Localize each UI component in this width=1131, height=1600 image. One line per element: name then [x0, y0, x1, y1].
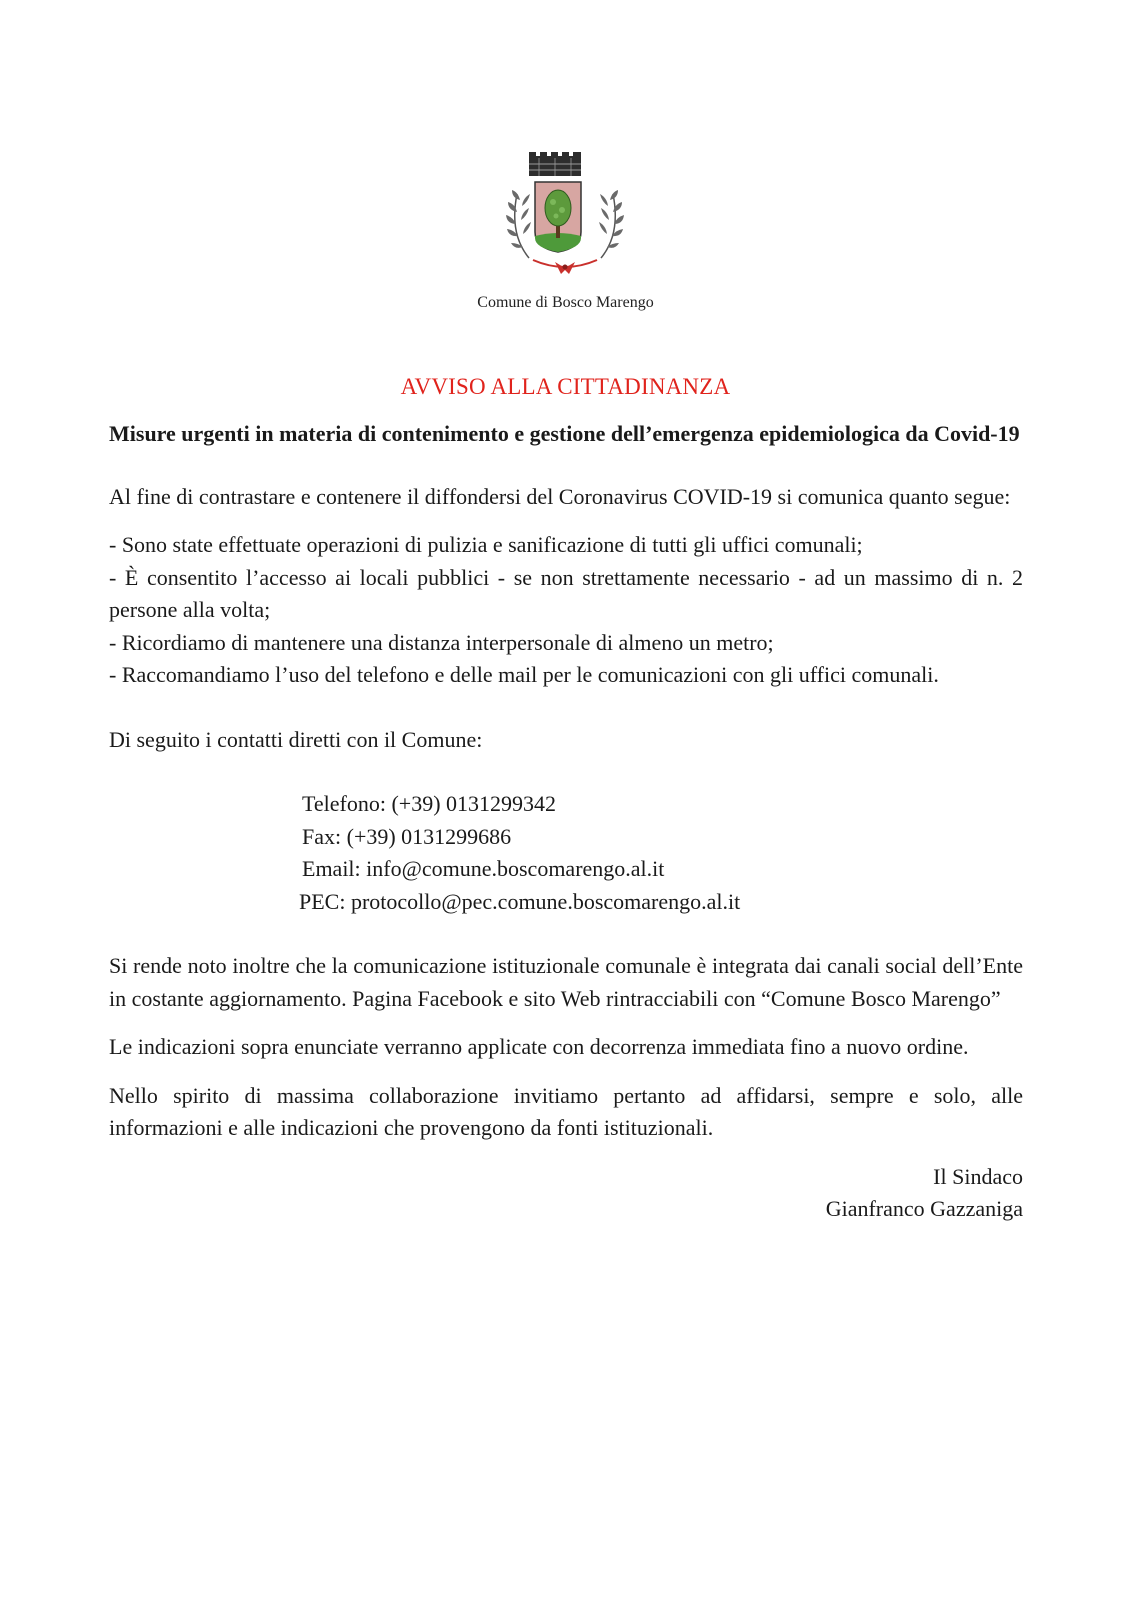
contacts-intro: Di seguito i contatti diretti con il Comune:	[109, 726, 483, 752]
list-item: - È consentito l’accesso ai locali pubblici - se non strettamente necessario - ad un massimo di n. 2 persone alla volta;	[109, 564, 1023, 622]
notice-title: AVVISO ALLA CITTADINANZA	[400, 374, 731, 399]
measures-list	[109, 529, 1023, 692]
comune-name: Comune di Bosco Marengo	[477, 294, 654, 311]
signature-name: Gianfranco Gazzaniga	[825, 1196, 1023, 1221]
contact-fax: Fax: (+39) 0131299686	[302, 823, 512, 849]
validity-note: Le indicazioni sopra enunciate verranno applicate con decorrenza immediata fino a nuovo ordine.	[109, 1034, 969, 1059]
contact-phone: Telefono: (+39) 0131299342	[302, 791, 557, 816]
signature-block	[109, 1161, 1023, 1226]
list-item: - Ricordiamo di mantenere una distanza interpersonale di almeno un metro;	[109, 629, 774, 655]
intro-paragraph: Al fine di contrastare e contenere il diffondersi del Coronavirus COVID-19 si comunica quanto segue:	[109, 483, 1011, 509]
list-item: - Sono state effettuate operazioni di pulizia e sanificazione di tutti gli uffici comunali;	[109, 532, 863, 557]
contact-pec[interactable]: PEC: protocollo@pec.comune.boscomarengo.al.it	[299, 888, 741, 914]
social-note: Si rende noto inoltre che la comunicazione istituzionale comunale è integrata dai canali social dell’Ente in costante aggiornamento. Pagina Facebook e sito Web rintracciabili con “Comune Bosco Marengo”	[109, 953, 1023, 1011]
list-item: - Raccomandiamo l’uso del telefono e delle mail per le comunicazioni con gli uffici comunali.	[109, 662, 939, 687]
contact-email[interactable]: Email: info@comune.boscomarengo.al.it	[302, 856, 665, 881]
municipal-coat-of-arms-icon	[503, 150, 627, 284]
closing-note: Nello spirito di massima collaborazione invitiamo pertanto ad affidarsi, sempre e solo, alle informazioni e alle indicazioni che provengono da fonti istituzionali.	[109, 1082, 1023, 1140]
notice-body	[109, 418, 1023, 1226]
notice-subject: Misure urgenti in materia di contenimento e gestione dell’emergenza epidemiologica da Covid-19	[109, 421, 1020, 446]
signature-role: Il Sindaco	[933, 1163, 1023, 1189]
contacts-block	[299, 788, 1023, 918]
